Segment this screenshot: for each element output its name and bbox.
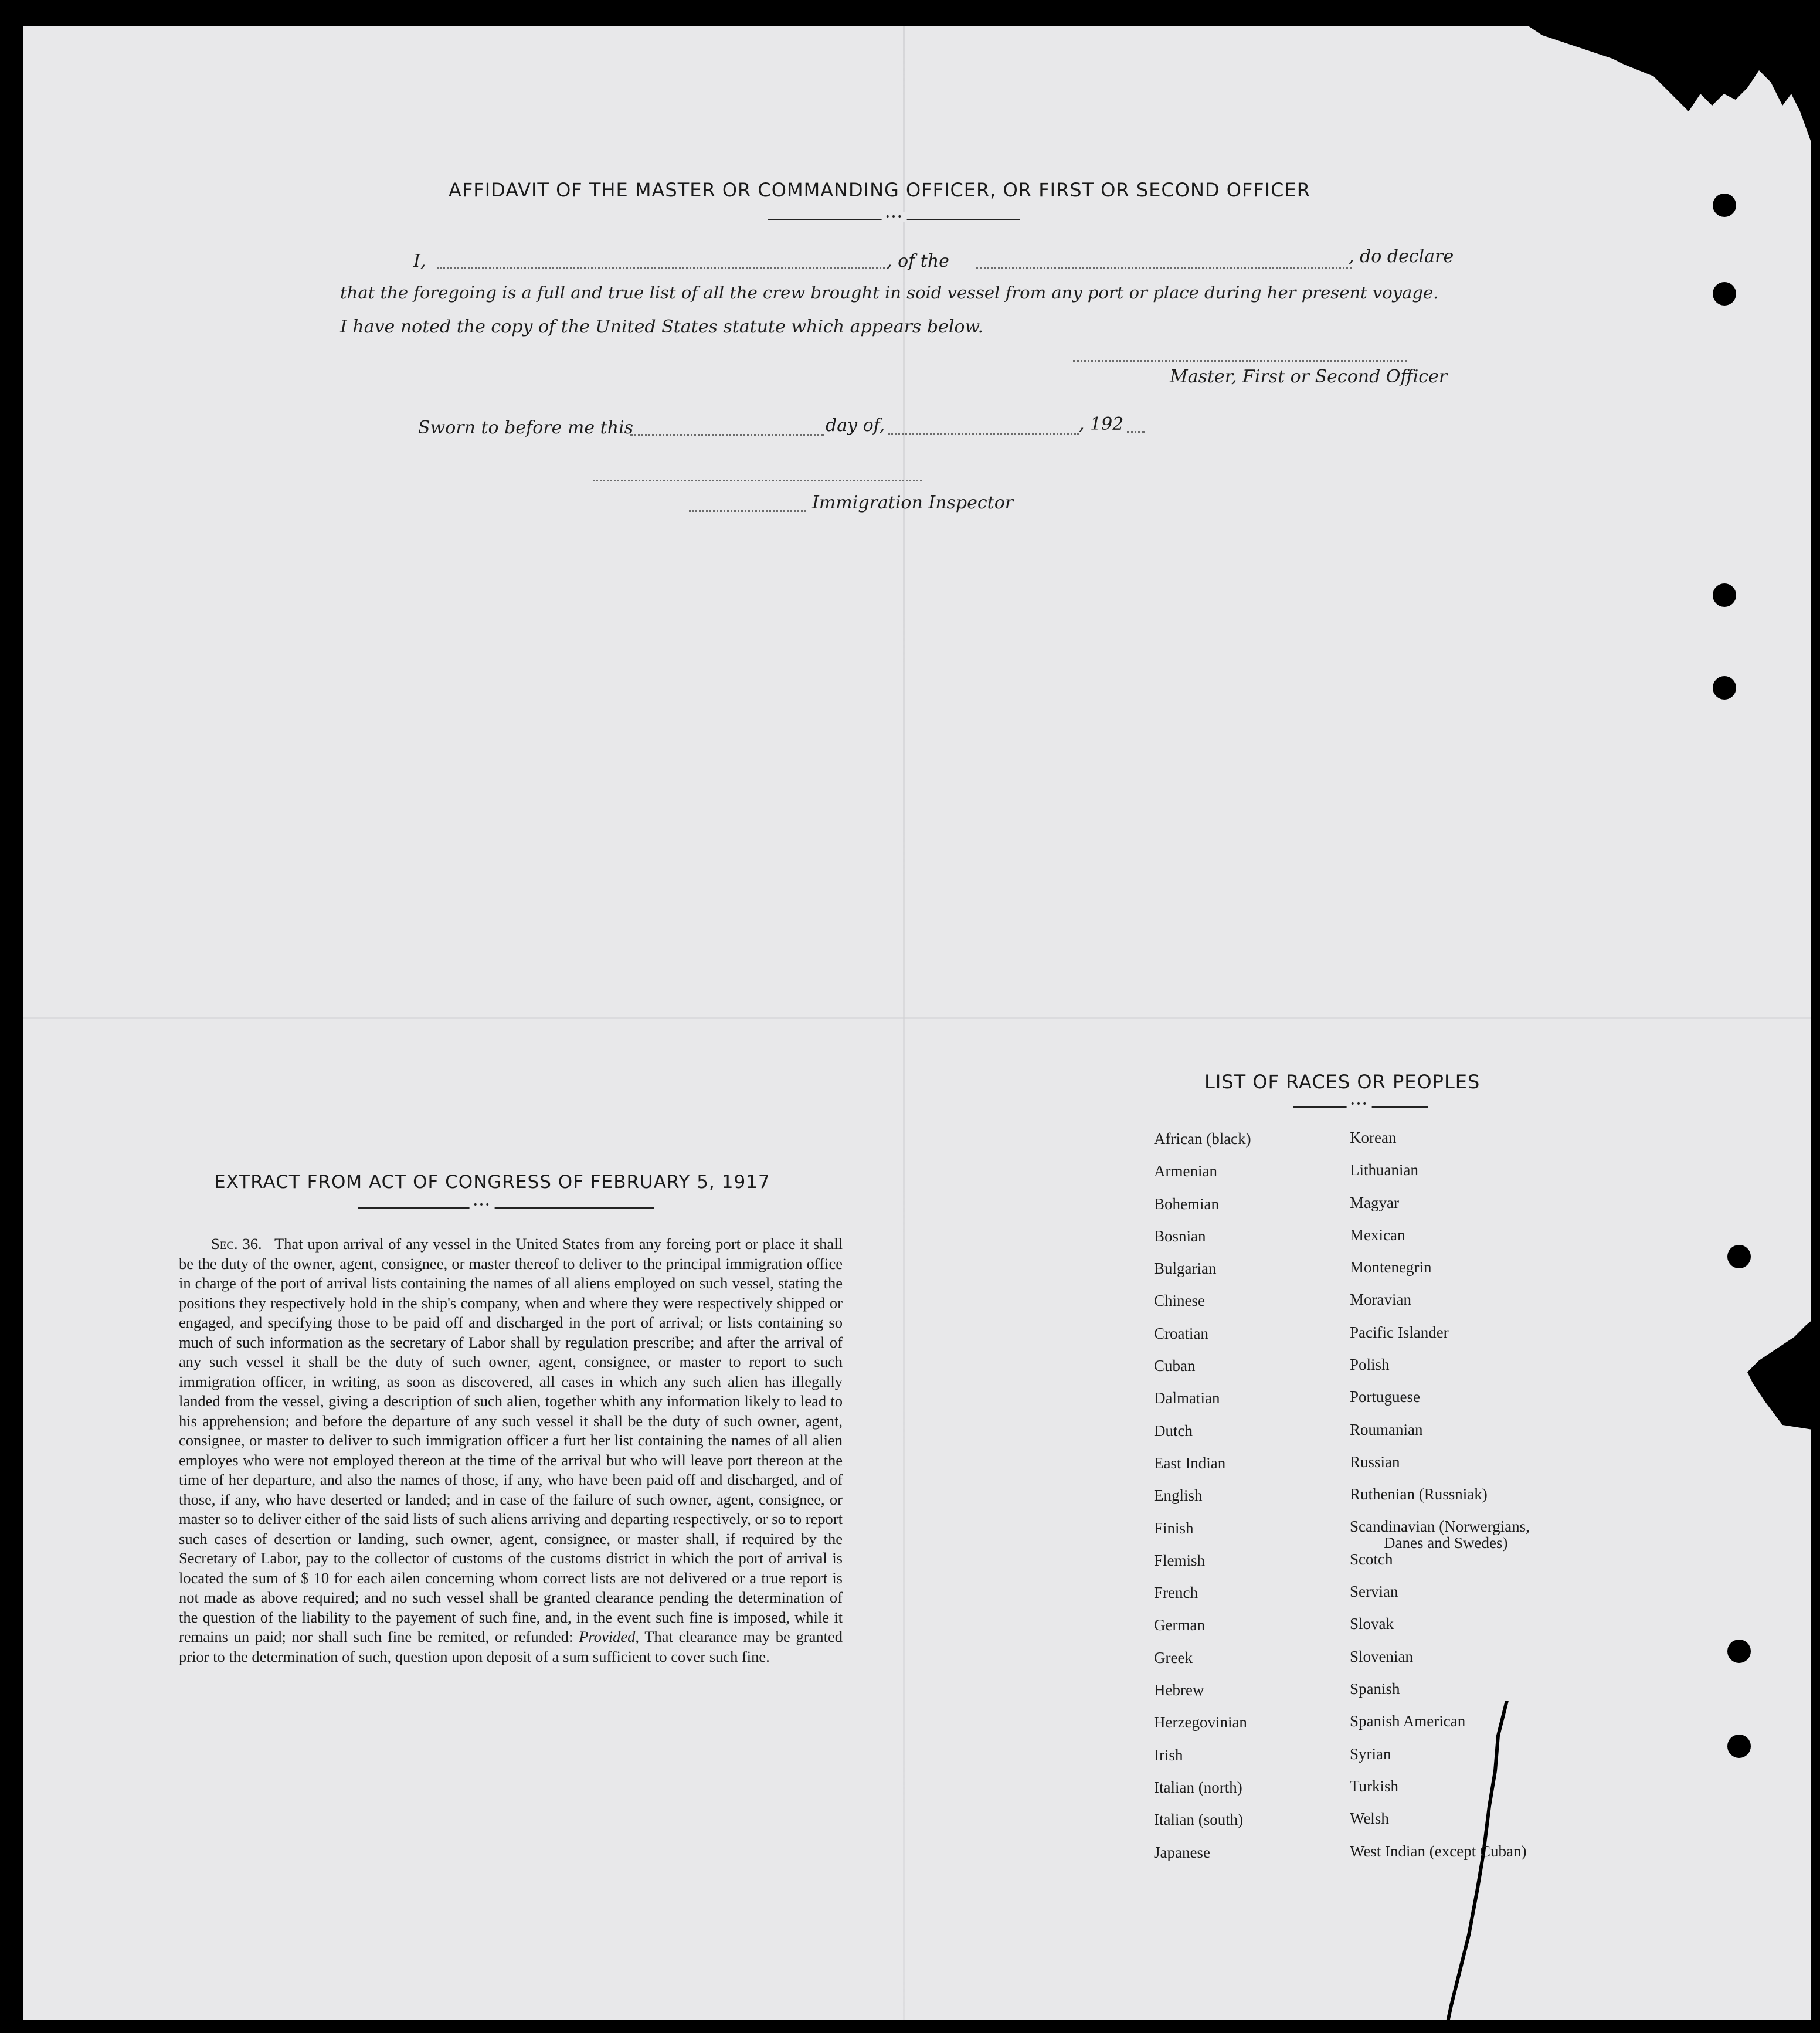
- race-item: Lithuanian: [1350, 1161, 1418, 1179]
- race-item: Magyar: [1350, 1193, 1399, 1211]
- race-item: Irish: [1154, 1746, 1183, 1764]
- race-item: West Indian (except Cuban): [1350, 1842, 1527, 1860]
- inspector-signature-field[interactable]: [593, 480, 922, 481]
- race-item: Herzegovinian: [1154, 1713, 1247, 1732]
- affidavit-of-the-label: , of the: [887, 251, 949, 271]
- extract-body-paragraph: [179, 1234, 843, 1667]
- race-item: French: [1154, 1584, 1198, 1602]
- vessel-field[interactable]: [976, 267, 1352, 269]
- race-item: Bulgarian: [1154, 1260, 1217, 1278]
- race-item: Korean: [1350, 1129, 1397, 1146]
- race-item: Mexican: [1350, 1226, 1405, 1244]
- race-item: Welsh: [1350, 1810, 1389, 1828]
- affidavit-i-label: I,: [413, 251, 426, 271]
- race-item: Scotch: [1350, 1550, 1393, 1568]
- race-item: Italian (south): [1154, 1811, 1244, 1829]
- race-item: Servian: [1350, 1583, 1398, 1601]
- punch-hole: [1713, 676, 1736, 700]
- race-item: Roumanian: [1350, 1420, 1423, 1438]
- race-item: Pacific Islander: [1350, 1323, 1449, 1341]
- race-item: Dalmatian: [1154, 1389, 1220, 1407]
- provided-keyword: Provided,: [579, 1628, 639, 1645]
- master-signature-label: Master, First or Second Officer: [1170, 366, 1448, 387]
- race-item: Spanish American: [1350, 1712, 1466, 1730]
- affidavit-ornament: •••: [882, 212, 907, 222]
- race-item: Polish: [1350, 1356, 1390, 1374]
- race-item: Greek: [1154, 1648, 1193, 1667]
- race-item: Slovak: [1350, 1615, 1394, 1633]
- race-item: Russian: [1350, 1452, 1400, 1471]
- torn-right-edge: [1747, 1314, 1820, 1431]
- punch-hole: [1713, 194, 1736, 217]
- sworn-day-field[interactable]: [630, 434, 824, 436]
- punch-hole: [1727, 1735, 1751, 1758]
- race-item: Ruthenian (Russniak): [1350, 1485, 1488, 1503]
- inspector-label: Immigration Inspector: [812, 493, 1014, 513]
- races-right-column: [1350, 1129, 1530, 1875]
- punch-hole: [1713, 282, 1736, 306]
- race-item: Flemish: [1154, 1551, 1206, 1569]
- sworn-prefix: Sworn to before me this: [418, 418, 634, 438]
- race-item: Bosnian: [1154, 1227, 1206, 1245]
- race-item: German: [1154, 1616, 1205, 1634]
- race-item: Portuguese: [1350, 1388, 1420, 1406]
- race-item: English: [1154, 1486, 1203, 1505]
- sworn-month-field[interactable]: [888, 433, 1079, 435]
- name-field[interactable]: [437, 267, 888, 269]
- affidavit-statement-line: that the foregoing is a full and true list of all the crew brought in soid vessel from any port or place during her present voyage.: [340, 283, 1439, 303]
- race-item: Bohemian: [1154, 1194, 1219, 1213]
- races-left-column: [1154, 1130, 1251, 1876]
- race-item: Dutch: [1154, 1421, 1193, 1440]
- race-item: Japanese: [1154, 1843, 1210, 1861]
- sworn-year-label: , 192: [1079, 414, 1124, 435]
- sworn-day-of-label: day of,: [826, 415, 885, 436]
- races-ornament: •••: [1347, 1099, 1372, 1109]
- race-item: Finish: [1154, 1519, 1194, 1537]
- sworn-year-field[interactable]: [1127, 431, 1145, 433]
- extract-title-rule: [358, 1207, 654, 1209]
- race-item: African (black): [1154, 1130, 1251, 1148]
- race-item: Slovenian: [1350, 1647, 1413, 1665]
- section-tail: That clearance may be granted prior to the determination of such, question upon deposit of a sum sufficient to cover such fine.: [179, 1628, 843, 1665]
- race-item-line1: Scandinavian (Norwergians,: [1350, 1517, 1530, 1535]
- affidavit-declare-label: , do declare: [1349, 246, 1454, 267]
- punch-hole: [1727, 1245, 1751, 1268]
- race-item: Hebrew: [1154, 1681, 1204, 1699]
- race-item: Cuban: [1154, 1357, 1196, 1375]
- race-item: Syrian: [1350, 1744, 1391, 1763]
- inspector-name-field[interactable]: [689, 510, 806, 512]
- race-item: [1350, 1518, 1530, 1550]
- race-item: Chinese: [1154, 1292, 1205, 1310]
- races-title: LIST OF RACES OR PEOPLES: [1204, 1071, 1481, 1093]
- master-signature-field[interactable]: [1073, 360, 1407, 362]
- section-body: That upon arrival of any vessel in the United States from any foreing port or place it shall be the duty of the owner, agent, consignee, or master thereof to deliver to the principal immigration office in charge of the port of arrival lists containing the names of all aliens employed on such vessel, stating the positions they respectively hold in the ship's company, when and where they were respectively shipped or engaged, and specifying those to be paid off and discharged in the port of arrival; or lists containing so much of such information as the secretary of Labor shall by regulation prescribe; and after the arrival of any such vessel it shall be the duty of such owner, agent, consignee, or master to report to such immigration officer, in writing, as soon as discovered, all cases in which any such alien has illegally landed from the vessel, giving a description of such alien, together whith any information likely to lead to his apprehension; and before the departure of any such vessel it shall be the duty of such owner, agent, consignee, or master to deliver to such immigration officer a furt her list containing the names of all alien employes who were not employed thereon at the time of the arrival but who will leave port thereon at the time of her departure, and also the names of those, if any, who have been paid off and discharged, and of those, if any, who have deserted or landed; and in case of the failure of such owner, agent, consignee, or master so to deliver either of the said lists of such aliens arriving and departing respectively, or so to report such cases of desertion or landing, such owner, agent, consignee, or master shall, if required by the Secretary of Labor, pay to the collector of customs of the customs district in which the port of arrival is located the sum of $ 10 for each ailen concerning whom correct lists are not delivered or a true report is not made as above required; and no such vessel shall be granted clearance pending the determination of the question of the liability to the payement of such fine, and, in the event such fine is imposed, while it remains un paid; nor shall such fine be remited, or refunded:: [179, 1235, 843, 1645]
- punch-hole: [1713, 583, 1736, 607]
- race-item: East Indian: [1154, 1454, 1226, 1472]
- race-item: Moravian: [1350, 1291, 1411, 1309]
- race-item: Montenegrin: [1350, 1258, 1432, 1277]
- race-item: Italian (north): [1154, 1778, 1242, 1796]
- torn-corner: [1524, 23, 1820, 158]
- race-item-line2: Danes and Swedes): [1384, 1533, 1508, 1552]
- race-item: Turkish: [1350, 1777, 1399, 1795]
- extract-ornament: •••: [470, 1200, 495, 1210]
- horizontal-fold-crease: [23, 1017, 1811, 1019]
- race-item: Croatian: [1154, 1324, 1208, 1342]
- punch-hole: [1727, 1640, 1751, 1663]
- affidavit-title: AFFIDAVIT OF THE MASTER OR COMMANDING OFFICER, OR FIRST OR SECOND OFFICER: [449, 179, 1310, 201]
- extract-title: EXTRACT FROM ACT OF CONGRESS OF FEBRUARY 5, 1917: [214, 1172, 770, 1193]
- affidavit-statute-line: I have noted the copy of the United States statute which appears below.: [340, 317, 984, 337]
- race-item: Spanish: [1350, 1680, 1400, 1698]
- section-label: Sec. 36.: [211, 1235, 262, 1253]
- race-item: Armenian: [1154, 1162, 1217, 1180]
